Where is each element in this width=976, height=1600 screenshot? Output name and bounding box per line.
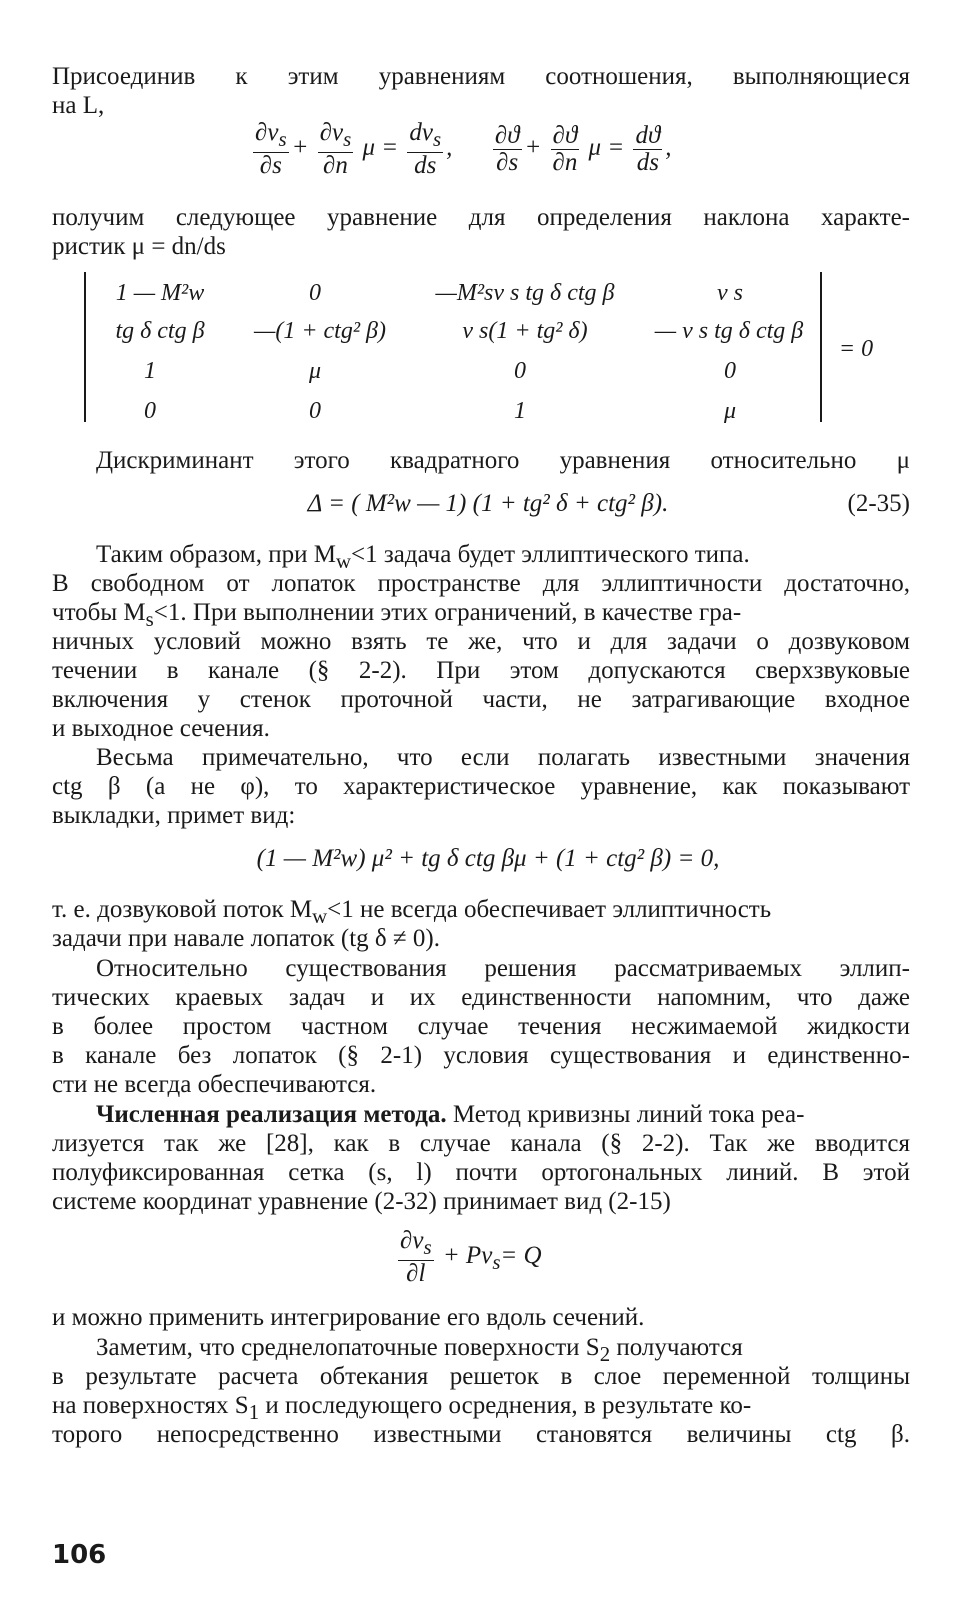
text-line: получим следующее уравнение для определения наклона характе- [52, 204, 910, 231]
text-line: торого непосредственно известными становятся величины ctg β. [52, 1421, 910, 1448]
det-cell: 0 [144, 398, 156, 424]
text-line: ctg β (а не φ), то характеристическое уравнение, как показывают [52, 773, 910, 800]
det-cell: —M²sv s tg δ ctg β [435, 280, 615, 306]
text-line: сти не всегда обеспечиваются. [52, 1071, 377, 1098]
det-cell: 0 [514, 358, 526, 384]
det-cell: μ [308, 358, 322, 384]
det-cell: 1 — M²w [115, 280, 205, 306]
text-line: Весьма примечательно, что если полагать известными значения [96, 744, 910, 771]
equation-streamline: $\frac{\partial v_s}{\partial l}$ + $Pv_s= Q$ [400, 1227, 542, 1287]
text-line: в более простом частном случае течения несжимаемой жидкости [52, 1013, 910, 1040]
text-line: выкладки, примет вид: [52, 802, 296, 829]
text-line: ристик μ = dn/ds [52, 233, 226, 260]
text-line: полуфиксированная сетка (s, l) почти ортогональных линий. В этой [52, 1159, 910, 1186]
page-number: 106 [52, 1540, 107, 1570]
det-cell: μ [723, 398, 737, 424]
det-cell: 0 [724, 358, 736, 384]
det-cell: tg δ ctg β [115, 318, 205, 344]
text-line: ничных условий можно взять те же, что и для задачи о дозвуковом [52, 628, 910, 655]
det-cell: — v s tg δ ctg β [654, 318, 804, 344]
text-line: и можно применить интегрирование его вдоль сечений. [52, 1304, 645, 1331]
text-line: в канале без лопаток (§ 2-1) условия существования и единственно- [52, 1042, 910, 1069]
text-line: чтобы $M_s<1$. При выполнении этих ограничений, в качестве гра- [52, 599, 742, 631]
det-rhs: = 0 [838, 336, 874, 362]
text-line: и выходное сечения. [52, 715, 270, 742]
text-line: Заметим, что среднелопаточные поверхности $S_2$ получаются [96, 1334, 743, 1366]
text-line: В свободном от лопаток пространстве для эллиптичности достаточно, [52, 570, 910, 597]
text-line: задачи при навале лопаток (tg δ ≠ 0). [52, 925, 440, 952]
text-line: Относительно существования решения рассматриваемых эллип- [96, 955, 910, 982]
text-line: включения у стенок проточной части, не затрагивающие входное [52, 686, 910, 713]
det-cell: 0 [309, 280, 321, 306]
det-cell: 0 [309, 398, 321, 424]
det-cell: v s(1 + tg² δ) [462, 318, 588, 344]
text-line: течении в канале (§ 2-2). При этом допускаются сверхзвуковые [52, 657, 910, 684]
equation-characteristic: (1 — M²w) μ² + tg δ ctg βμ + (1 + ctg² β) = 0, [256, 845, 720, 872]
det-cell: 1 [514, 398, 526, 424]
text-line: в результате расчета обтекания решеток в слое переменной толщины [52, 1363, 910, 1390]
text-line: лизуется так же [28], как в случае канала (§ 2-2). Так же вводится [52, 1130, 910, 1157]
det-cell: —(1 + ctg² β) [254, 318, 386, 344]
text-line: т. е. дозвуковой поток $M_w<1$ не всегда обеспечивает эллиптичность [52, 896, 772, 928]
det-cell: 1 [144, 358, 156, 384]
text-line: системе координат уравнение (2-32) принимает вид (2-15) [52, 1188, 671, 1215]
equation-number: (2-35) [847, 490, 910, 517]
det-cell: v s [717, 280, 743, 306]
text-line: Таким образом, при $M_w<1$ задача будет эллиптического типа. [96, 541, 750, 573]
equation-boundary: $\frac{\partial v_s}{\partial s}$ + $\frac{\partial v_s}{\partial n}$ μ = $\frac{dv_s}{ds}$ , $\frac{\partial ϑ}{\partial s}$ + $\frac{\partial ϑ}{\partial n}$ μ = $\frac{dϑ}{ds}$ , [255, 119, 672, 179]
text-line: на поверхностях $S_1$ и последующего осреднения, в результате ко- [52, 1392, 752, 1424]
equation-discriminant: Δ = ( M²w — 1) (1 + tg² δ + ctg² β). [307, 490, 669, 517]
text-line: на L, [52, 92, 105, 119]
text-line: тических краевых задач и их единственности напомним, что даже [52, 984, 910, 1011]
determinant-bar-right [820, 272, 822, 422]
text-line: Присоединив к этим уравнениям соотношения, выполняющиеся [52, 63, 910, 90]
text-line: Дискриминант этого квадратного уравнения относительно μ [96, 447, 910, 474]
determinant-bar-left [84, 272, 86, 422]
section-heading: Численная реализация метода. [96, 1101, 447, 1128]
text-line: Численная реализация метода. Метод кривизны линий тока реа- [96, 1101, 805, 1128]
